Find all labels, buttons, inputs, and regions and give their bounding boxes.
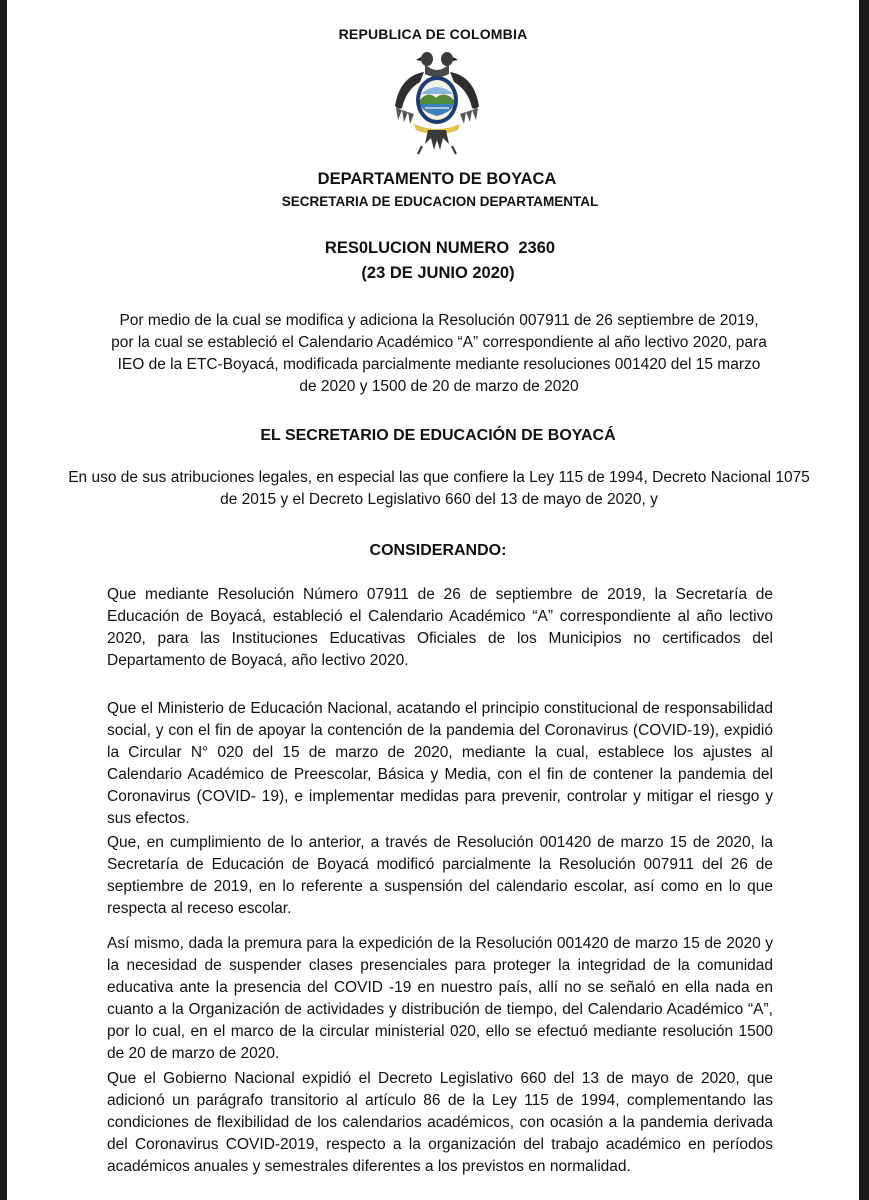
considerando-paragraph: Así mismo, dada la premura para la expedición de la Resolución 001420 de marzo 15 de 2020 y la necesidad de suspender clases presenciales para proteger la integridad de la comunidad educativa ante la presencia del COVID -19 en nuestro país, allí no se señaló en ella nada en cuanto a la Organización de actividades y distribución de tiempo, del Calendario Académico “A”, por lo cual, en el marco de la circular ministerial 020, ello se efectuó mediante resolución 1500 de 20 de marzo de 2020. (107, 935, 773, 1062)
document-page (7, 0, 859, 1200)
secretariat-title: SECRETARIA DE EDUCACION DEPARTAMENTAL (281, 194, 599, 209)
considerando-paragraph: Que, en cumplimiento de lo anterior, a través de Resolución 001420 de marzo 15 de 2020, la Secretaría de Educación de Boyacá modificó parcialmente la Resolución 007911 del 26 de septiembre de 2019, en lo referente a suspensión del calendario escolar, así como en lo que respecta al receso escolar. (107, 834, 773, 917)
resolution-summary: Por medio de la cual se modifica y adiciona la Resolución 007911 de 26 septiembre de 2019, por la cual se estableció el Calendario Académico “A” correspondiente al año lectivo 2020, para IEO de la ETC-Boyacá, modificada parcialmente mediante resoluciones 001420 del 15 marzo de 2020 y 1500 de 20 de marzo de 2020 (111, 312, 767, 395)
coat-of-arms-eagle-icon (392, 50, 482, 160)
resolution-number: RES0LUCION NUMERO 2360 (324, 239, 556, 257)
considerando-heading: CONSIDERANDO: (369, 542, 507, 559)
left-border (0, 0, 7, 1200)
department-title: DEPARTAMENTO DE BOYACA (317, 170, 557, 188)
country-title: REPUBLICA DE COLOMBIA (338, 26, 528, 42)
considerando-paragraph: Que el Ministerio de Educación Nacional, acatando el principio constitucional de responsabilidad social, y con el fin de apoyar la contención de la pandemia del Coronavirus (COVID-19), expidió la Circular N° 020 del 15 de marzo de 2020, mediante la cual, establece los ajustes al Calendario Académico de Preescolar, Básica y Media, con el fin de contener la pandemia del Coronavirus (COVID- 19), e implementar medidas para prevenir, controlar y mitigar el riesgo y sus efectos. (107, 700, 773, 827)
legal-powers-paragraph: En uso de sus atribuciones legales, en especial las que confiere la Ley 115 de 1994, Decreto Nacional 1075 de 2015 y el Decreto Legislativo 660 del 13 de mayo de 2020, y (68, 469, 810, 508)
considerando-paragraph: Que el Gobierno Nacional expidió el Decreto Legislativo 660 del 13 de mayo de 2020, que adicionó un parágrafo transitorio al artículo 86 de la Ley 115 de 1994, complementando las condiciones de flexibilidad de los calendarios académicos, con ocasión a la pandemia derivada del Coronavirus COVID-2019, respecto a la organización del trabajo académico en períodos académicos anuales y semestrales diferentes a los previstos en normalidad. (107, 1070, 773, 1175)
authority-title: EL SECRETARIO DE EDUCACIÓN DE BOYACÁ (260, 427, 616, 444)
considerando-paragraph: Que mediante Resolución Número 07911 de 26 de septiembre de 2019, la Secretaría de Educación de Boyacá, estableció el Calendario Académico “A” correspondiente al año lectivo 2020, para las Instituciones Educativas Oficiales de los Municipios no certificados del Departamento de Boyacá, año lectivo 2020. (107, 586, 773, 669)
resolution-date: (23 DE JUNIO 2020) (361, 264, 515, 282)
